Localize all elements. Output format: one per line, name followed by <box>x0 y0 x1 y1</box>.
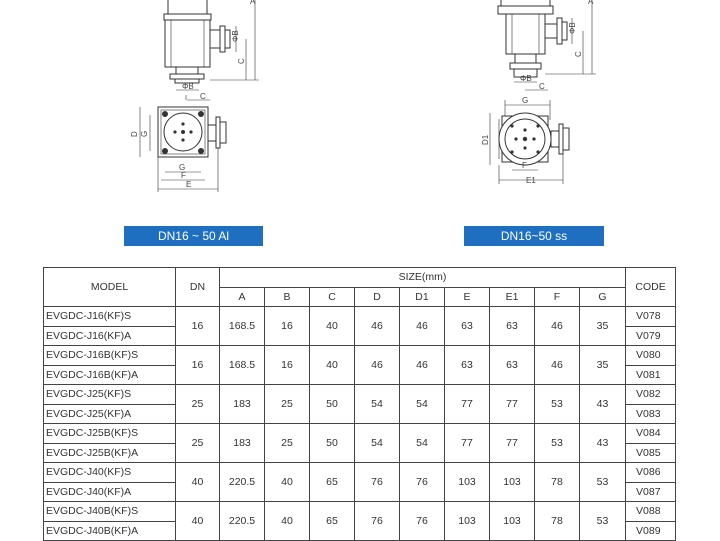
table-body <box>44 307 676 541</box>
header-col-c: C <box>310 287 355 307</box>
model-cell: EVGDC-J16(KF)S <box>44 307 176 327</box>
size-cell-e: 77 <box>445 385 490 424</box>
table-row <box>44 346 676 366</box>
size-cell-d: 76 <box>355 502 400 541</box>
size-cell-f: 46 <box>535 307 580 346</box>
header-col-a: A <box>220 287 265 307</box>
dim-c-bottom-left: C <box>200 92 206 101</box>
dn-cell: 25 <box>176 424 220 463</box>
dim-d1-right: D1 <box>481 134 490 145</box>
code-cell: V081 <box>626 365 676 385</box>
size-cell-c: 65 <box>310 463 355 502</box>
dim-a-right: A <box>588 0 594 6</box>
dn-cell: 40 <box>176 502 220 541</box>
size-cell-f: 78 <box>535 463 580 502</box>
dim-f-left: F <box>181 171 186 180</box>
model-cell: EVGDC-J25(KF)A <box>44 404 176 424</box>
model-cell: EVGDC-J25B(KF)S <box>44 424 176 444</box>
dim-e1-right: E1 <box>526 176 536 185</box>
dim-f-right: F <box>522 161 527 170</box>
code-cell: V087 <box>626 482 676 502</box>
size-cell-d: 46 <box>355 307 400 346</box>
table-header-row <box>44 268 676 288</box>
left-side-view <box>164 0 259 100</box>
size-cell-b: 40 <box>265 463 310 502</box>
code-cell: V079 <box>626 326 676 346</box>
code-cell: V078 <box>626 307 676 327</box>
dn-cell: 16 <box>176 346 220 385</box>
spec-table <box>43 267 676 541</box>
header-col-b: B <box>265 287 310 307</box>
size-cell-a: 183 <box>220 424 265 463</box>
model-cell: EVGDC-J16B(KF)S <box>44 346 176 366</box>
table-row <box>44 424 676 444</box>
size-cell-f: 78 <box>535 502 580 541</box>
code-cell: V084 <box>626 424 676 444</box>
size-cell-e: 103 <box>445 463 490 502</box>
dim-g-vertical-left: G <box>140 130 149 137</box>
model-cell: EVGDC-J40B(KF)A <box>44 521 176 541</box>
size-cell-d: 54 <box>355 424 400 463</box>
code-cell: V085 <box>626 443 676 463</box>
table-row <box>44 307 676 327</box>
size-cell-a: 220.5 <box>220 502 265 541</box>
size-cell-b: 16 <box>265 307 310 346</box>
size-cell-g: 43 <box>580 385 626 424</box>
size-cell-g: 53 <box>580 463 626 502</box>
dn-cell: 16 <box>176 307 220 346</box>
code-cell: V080 <box>626 346 676 366</box>
header-size: SIZE(mm) <box>220 268 626 288</box>
size-cell-c: 65 <box>310 502 355 541</box>
size-cell-a: 168.5 <box>220 346 265 385</box>
size-cell-e1: 103 <box>490 463 535 502</box>
size-cell-f: 53 <box>535 424 580 463</box>
header-model: MODEL <box>44 268 176 307</box>
size-cell-e: 77 <box>445 424 490 463</box>
size-cell-g: 53 <box>580 502 626 541</box>
header-col-d1: D1 <box>400 287 445 307</box>
code-cell: V086 <box>626 463 676 483</box>
size-cell-e1: 103 <box>490 502 535 541</box>
dn-cell: 25 <box>176 385 220 424</box>
size-cell-d: 46 <box>355 346 400 385</box>
size-cell-a: 220.5 <box>220 463 265 502</box>
dim-c-side-right: C <box>574 51 583 57</box>
header-dn: DN <box>176 268 220 307</box>
size-cell-b: 25 <box>265 385 310 424</box>
size-cell-d1: 46 <box>400 346 445 385</box>
dim-a-left: A <box>250 0 256 6</box>
size-cell-b: 25 <box>265 424 310 463</box>
dim-c-bottom-right: C <box>539 82 545 91</box>
dim-g-horizontal-left: G <box>179 163 186 172</box>
label-dn16-50-al: DN16 ~ 50 Al <box>124 226 263 246</box>
dim-phib-bottom-right: ΦB <box>520 74 532 83</box>
dim-e-left: E <box>186 180 192 189</box>
code-cell: V083 <box>626 404 676 424</box>
header-col-d: D <box>355 287 400 307</box>
size-cell-d1: 54 <box>400 385 445 424</box>
size-cell-f: 46 <box>535 346 580 385</box>
dim-g-right: G <box>522 96 529 105</box>
header-col-e: E <box>445 287 490 307</box>
model-cell: EVGDC-J40(KF)S <box>44 463 176 483</box>
table-row <box>44 385 676 405</box>
size-cell-e1: 77 <box>490 385 535 424</box>
model-cell: EVGDC-J40(KF)A <box>44 482 176 502</box>
technical-drawings <box>0 0 720 225</box>
size-cell-d1: 76 <box>400 502 445 541</box>
right-top-view <box>490 100 569 184</box>
size-cell-e: 103 <box>445 502 490 541</box>
size-cell-d1: 54 <box>400 424 445 463</box>
size-cell-b: 40 <box>265 502 310 541</box>
size-cell-e: 63 <box>445 307 490 346</box>
dim-c-side-left: C <box>237 58 246 64</box>
code-cell: V089 <box>626 521 676 541</box>
size-cell-c: 40 <box>310 307 355 346</box>
label-dn16-50-ss: DN16~50 ss <box>464 226 604 246</box>
size-cell-a: 168.5 <box>220 307 265 346</box>
table-row <box>44 502 676 522</box>
size-cell-d1: 76 <box>400 463 445 502</box>
size-cell-e1: 63 <box>490 346 535 385</box>
size-cell-b: 16 <box>265 346 310 385</box>
size-cell-a: 183 <box>220 385 265 424</box>
header-col-e1: E1 <box>490 287 535 307</box>
dim-phib-side-left: ΦB <box>231 30 240 42</box>
dn-cell: 40 <box>176 463 220 502</box>
model-cell: EVGDC-J16(KF)A <box>44 326 176 346</box>
table-row <box>44 463 676 483</box>
size-cell-g: 35 <box>580 346 626 385</box>
model-cell: EVGDC-J40B(KF)S <box>44 502 176 522</box>
size-cell-d1: 46 <box>400 307 445 346</box>
header-col-g: G <box>580 287 626 307</box>
dim-phib-side-right: ΦB <box>568 22 577 34</box>
size-cell-c: 40 <box>310 346 355 385</box>
header-col-f: F <box>535 287 580 307</box>
size-cell-e: 63 <box>445 346 490 385</box>
size-cell-c: 50 <box>310 385 355 424</box>
header-code: CODE <box>626 268 676 307</box>
size-cell-c: 50 <box>310 424 355 463</box>
model-cell: EVGDC-J16B(KF)A <box>44 365 176 385</box>
code-cell: V082 <box>626 385 676 405</box>
size-cell-d: 76 <box>355 463 400 502</box>
model-cell: EVGDC-J25B(KF)A <box>44 443 176 463</box>
size-cell-d: 54 <box>355 385 400 424</box>
code-cell: V088 <box>626 502 676 522</box>
size-cell-e1: 63 <box>490 307 535 346</box>
size-cell-g: 43 <box>580 424 626 463</box>
size-cell-g: 35 <box>580 307 626 346</box>
right-side-view <box>498 0 596 90</box>
dim-phib-bottom-left: ΦB <box>182 82 194 91</box>
model-cell: EVGDC-J25(KF)S <box>44 385 176 405</box>
dim-d-left: D <box>130 131 139 137</box>
size-cell-e1: 77 <box>490 424 535 463</box>
size-cell-f: 53 <box>535 385 580 424</box>
